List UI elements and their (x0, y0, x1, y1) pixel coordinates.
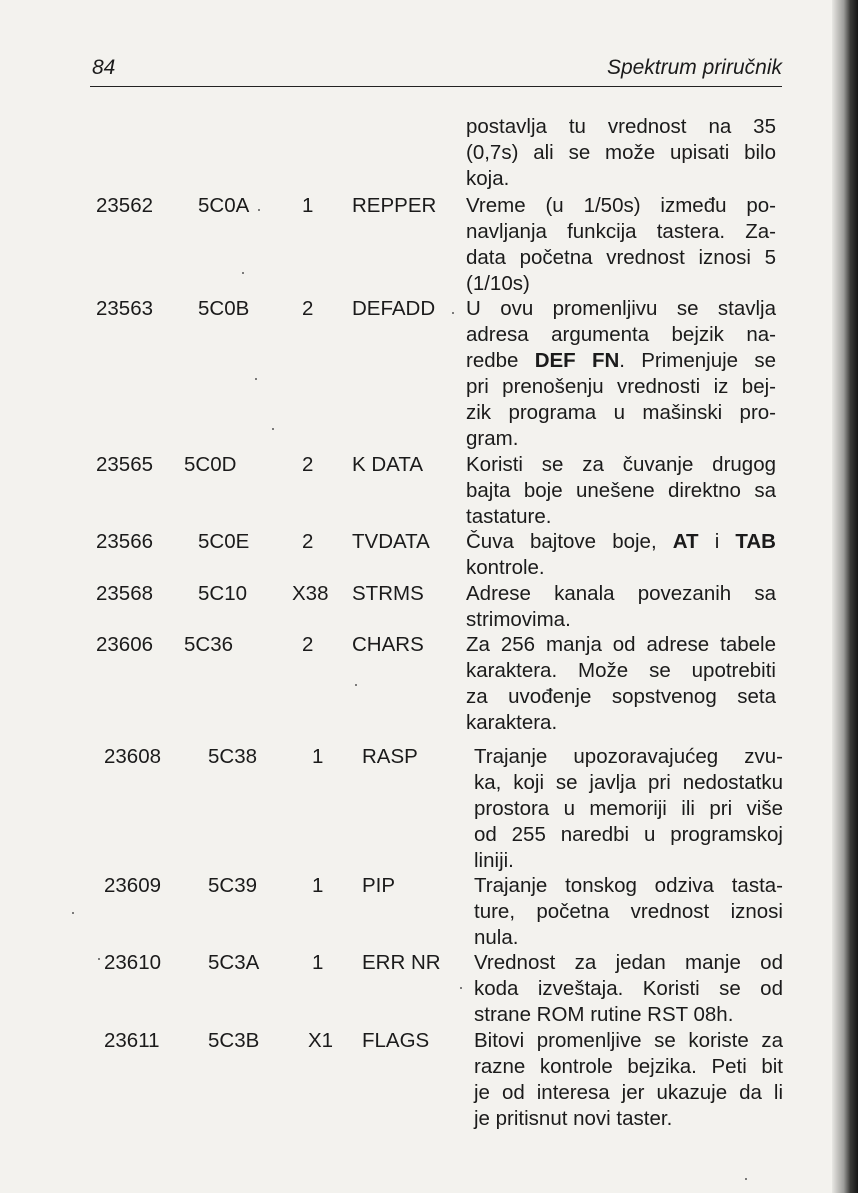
keyword-emphasis: AT (672, 530, 699, 553)
entry-description (466, 114, 776, 192)
scan-speck (460, 987, 462, 989)
address-decimal: 23568 (96, 582, 154, 605)
address-decimal: 23609 (104, 874, 162, 897)
variable-length: 2 (302, 633, 314, 656)
description-line: razne kontrole bejzika. Peti bit (474, 1055, 783, 1078)
address-decimal: 23563 (96, 297, 154, 320)
description-line: Adrese kanala povezanih sa (466, 582, 776, 605)
variable-name: PIP (362, 874, 396, 897)
address-hex: 5C0E (198, 530, 250, 553)
variable-length: 1 (302, 194, 314, 217)
description-line: data početna vrednost iznosi 5 (466, 246, 776, 269)
variable-length: X1 (308, 1029, 334, 1052)
variable-length: 2 (302, 530, 314, 553)
variable-length: 2 (302, 453, 314, 476)
entry-description (474, 1028, 783, 1132)
scan-speck (272, 428, 274, 430)
description-line: karaktera. Može se upotrebiti (466, 659, 776, 682)
variable-name: ERR NR (362, 951, 441, 974)
variable-name: REPPER (352, 194, 437, 217)
description-line: zik programa u mašinski pro- (466, 401, 776, 424)
description-line: Čuva bajtove boje, AT i TAB (466, 530, 776, 553)
description-line: Vrednost za jedan manje od (474, 951, 783, 974)
description-line: (1/10s) (466, 272, 530, 295)
scan-speck (98, 958, 100, 960)
description-line: kontrole. (466, 556, 545, 579)
description-line: liniji. (474, 849, 514, 872)
description-line: tastature. (466, 505, 552, 528)
scan-speck (242, 272, 244, 274)
address-hex: 5C0A (198, 194, 250, 217)
variable-name: TVDATA (352, 530, 430, 553)
entry-description (466, 529, 776, 581)
address-hex: 5C10 (198, 582, 248, 605)
description-line: prostora u memoriji ili pri više (474, 797, 783, 820)
description-line: Trajanje upozoravajućeg zvu- (474, 745, 783, 768)
description-line: strane ROM rutine RST 08h. (474, 1003, 734, 1026)
address-decimal: 23608 (104, 745, 162, 768)
description-line: za uvođenje sopstvenog seta (466, 685, 776, 708)
page-header (90, 52, 782, 87)
description-line: koda izveštaja. Koristi se od (474, 977, 783, 1000)
description-line: koja. (466, 167, 510, 190)
description-line: od 255 naredbi u programskoj (474, 823, 783, 846)
description-line: (0,7s) ali se može upisati bilo (466, 141, 776, 164)
description-line: Koristi se za čuvanje drugog (466, 453, 776, 476)
description-line: je od interesa jer ukazuje da li (474, 1081, 783, 1104)
address-hex: 5C0B (198, 297, 250, 320)
address-hex: 5C3A (208, 951, 260, 974)
address-hex: 5C39 (208, 874, 258, 897)
description-line: bajta boje unešene direktno sa (466, 479, 776, 502)
variable-name: FLAGS (362, 1029, 430, 1052)
scan-speck (258, 209, 260, 211)
variable-name: RASP (362, 745, 418, 768)
address-hex: 5C36 (184, 633, 234, 656)
address-decimal: 23610 (104, 951, 162, 974)
address-hex: 5C38 (208, 745, 258, 768)
entry-description (466, 452, 776, 530)
description-line: gram. (466, 427, 519, 450)
description-line: ture, početna vrednost iznosi (474, 900, 783, 923)
address-decimal: 23611 (104, 1029, 160, 1052)
page-number: 84 (92, 56, 116, 79)
variable-length: 1 (312, 951, 324, 974)
description-line: Vreme (u 1/50s) između po- (466, 194, 776, 217)
keyword-emphasis: DEF FN (534, 349, 620, 372)
address-decimal: 23606 (96, 633, 154, 656)
address-decimal: 23566 (96, 530, 154, 553)
description-line: Za 256 manja od adrese tabele (466, 633, 776, 656)
description-line: postavlja tu vrednost na 35 (466, 115, 776, 138)
entry-description (466, 581, 776, 633)
variable-name: CHARS (352, 633, 424, 656)
scan-speck (72, 912, 74, 914)
description-line: pri prenošenju vrednosti iz bej- (466, 375, 776, 398)
variable-name: STRMS (352, 582, 424, 605)
scan-speck (255, 378, 257, 380)
description-line: Trajanje tonskog odziva tasta- (474, 874, 783, 897)
description-line: je pritisnut novi taster. (474, 1107, 673, 1130)
description-line: navljanja funkcija tastera. Za- (466, 220, 776, 243)
address-hex: 5C0D (184, 453, 237, 476)
description-line: U ovu promenljivu se stavlja (466, 297, 776, 320)
description-line: Bitovi promenljive se koriste za (474, 1029, 783, 1052)
entry-description (466, 296, 776, 452)
variable-length: 2 (302, 297, 314, 320)
address-decimal: 23565 (96, 453, 154, 476)
scan-speck (355, 684, 357, 686)
variable-length: X38 (292, 582, 329, 605)
description-line: strimovima. (466, 608, 571, 631)
entry-description (474, 873, 783, 951)
running-title: Spektrum priručnik (606, 56, 782, 79)
entry-description (474, 950, 783, 1028)
description-line: adresa argumenta bejzik na- (466, 323, 776, 346)
entry-description (466, 632, 776, 736)
scan-speck (452, 312, 454, 314)
variable-length: 1 (312, 874, 324, 897)
description-line: redbe DEF FN. Primenjuje se (466, 349, 776, 372)
description-line: nula. (474, 926, 519, 949)
variable-length: 1 (312, 745, 324, 768)
address-hex: 5C3B (208, 1029, 260, 1052)
description-line: karaktera. (466, 711, 558, 734)
scan-speck (745, 1178, 747, 1180)
description-line: ka, koji se javlja pri nedostatku (474, 771, 783, 794)
entry-description (466, 193, 776, 297)
entry-description (474, 744, 783, 874)
page-edge-shadow (832, 0, 858, 1193)
keyword-emphasis: TAB (735, 530, 776, 553)
variable-name: DEFADD (352, 297, 436, 320)
address-decimal: 23562 (96, 194, 154, 217)
variable-name: K DATA (352, 453, 423, 476)
